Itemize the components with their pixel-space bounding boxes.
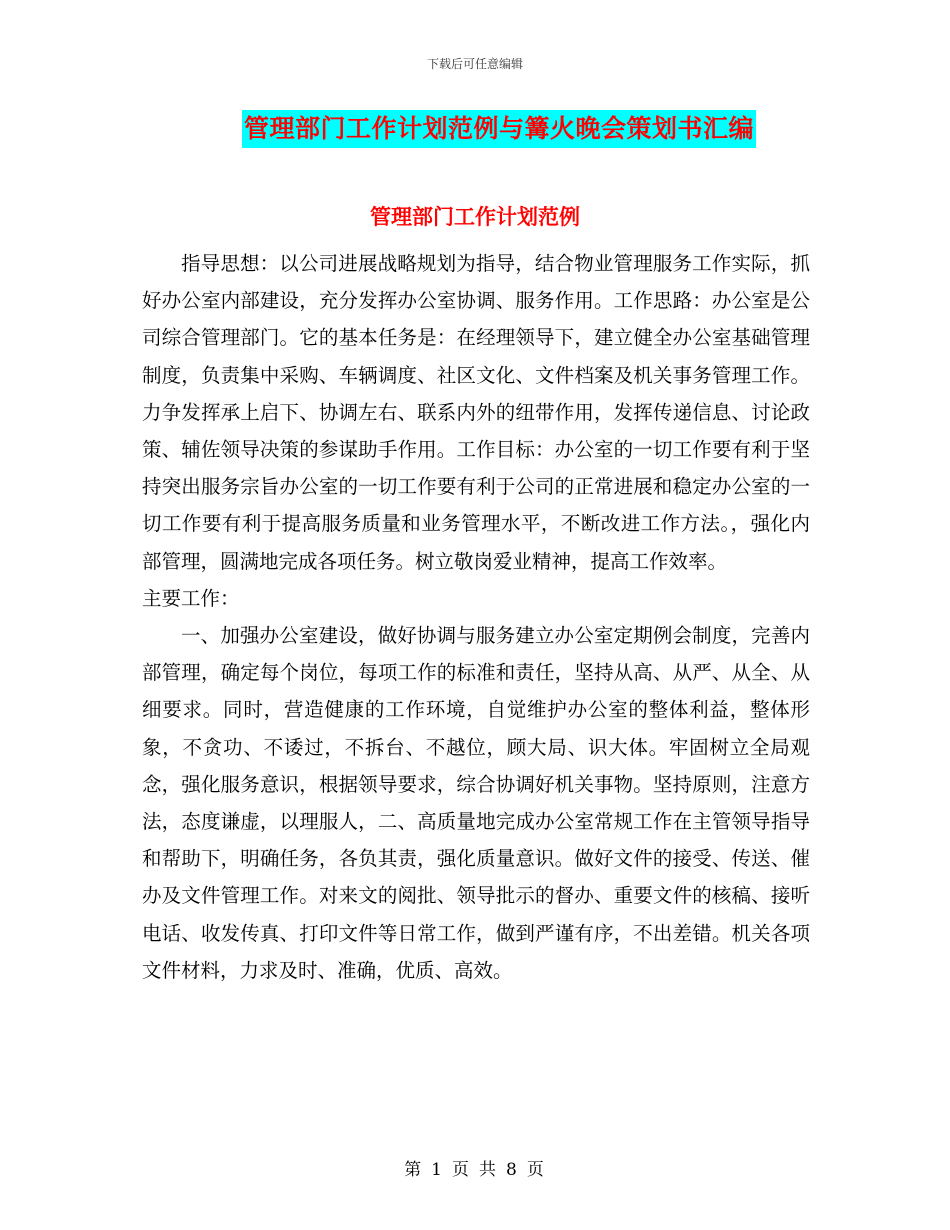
- document-title: 管理部门工作计划范例与篝火晚会策划书汇编: [242, 110, 756, 148]
- header-note: 下载后可任意编辑: [426, 57, 523, 71]
- document-title-container: [0, 110, 950, 148]
- page-label-prefix: 第: [404, 1160, 424, 1180]
- page-total: 8: [506, 1160, 519, 1180]
- page-number: 1: [431, 1160, 444, 1180]
- document-body: [142, 245, 810, 989]
- page-label-mid1: 页: [452, 1160, 471, 1180]
- page-label-suffix: 页: [526, 1160, 546, 1180]
- paragraph-main-work-heading: 主要工作：: [142, 586, 240, 610]
- page-footer: [0, 1155, 950, 1180]
- section-title: 管理部门工作计划范例: [370, 204, 580, 229]
- page-label-mid2: 共: [479, 1160, 498, 1180]
- paragraph-guiding-ideas: 指导思想：以公司进展战略规划为指导，结合物业管理服务工作实际，抓好办公室内部建设，充分发挥办公室协调、服务作用。工作思路：办公室是公司综合管理部门。它的基本任务是：在经理领导下，建立健全办公室基础管理制度，负责集中采购、车辆调度、社区文化、文件档案及机关事务管理工作。力争发挥承上启下、协调左右、联系内外的纽带作用，发挥传递信息、讨论政策、辅佐领导决策的参谋助手作用。工作目标：办公室的一切工作要有利于坚持突出服务宗旨办公室的一切工作要有利于公司的正常进展和稳定办公室的一切工作要有利于提高服务质量和业务管理水平，不断改进工作方法。，强化内部管理，圆满地完成各项任务。树立敬岗爱业精神，提高工作效率。: [142, 252, 810, 573]
- paragraph-office-construction: 一、加强办公室建设，做好协调与服务建立办公室定期例会制度，完善内部管理，确定每个岗位，每项工作的标准和责任，坚持从高、从严、从全、从细要求。同时，营造健康的工作环境，自觉维护办公室的整体利益，整体形象，不贪功、不诿过，不拆台、不越位，顾大局、识大体。牢固树立全局观念，强化服务意识，根据领导要求，综合协调好机关事物。坚持原则，注意方法，态度谦虚，以理服人，二、高质量地完成办公室常规工作在主管领导指导和帮助下，明确任务，各负其责，强化质量意识。做好文件的接受、传送、催办及文件管理工作。对来文的阅批、领导批示的督办、重要文件的核稿、接听电话、收发传真、打印文件等日常工作，做到严谨有序，不出差错。机关各项文件材料，力求及时、准确，优质、高效。: [142, 624, 810, 982]
